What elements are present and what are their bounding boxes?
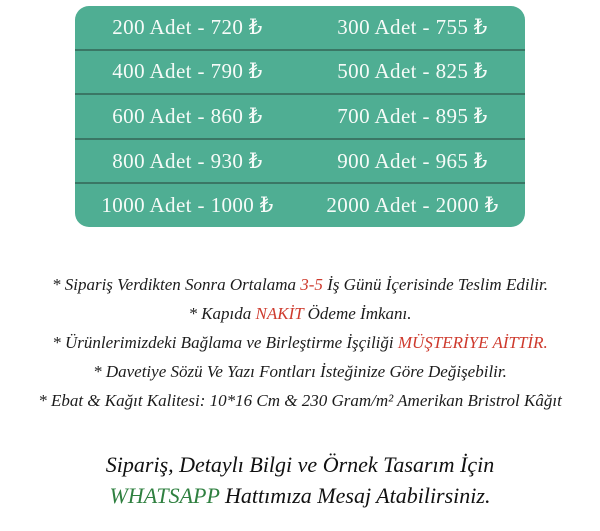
price-cell: 500 Adet - 825 ₺ [337,59,488,84]
note-text: * Ebat & Kağıt Kalitesi: 10*16 Cm & 230 Gram/m² Amerikan Bristrol Kâğıt [38,391,562,410]
table-row [75,49,525,94]
price-cell: 700 Adet - 895 ₺ [337,103,488,128]
note-text: İş Günü İçerisinde Teslim Edilir. [322,275,548,294]
note-text: * Davetiye Sözü Ve Yazı Fontları İsteğinize Göre Değişebilir. [93,362,507,381]
note-text: Ödeme İmkanı. [303,304,412,323]
price-table [75,6,525,227]
table-row [75,138,525,183]
note-highlight: MÜŞTERİYE AİTTİR. [397,333,548,352]
note-text: * Kapıda [188,304,256,323]
table-row [75,93,525,138]
note-text: * Ürünlerimizdeki Bağlama ve Birleştirme İşçiliği [52,333,398,352]
footer-line1: Sipariş, Detaylı Bilgi ve Örnek Tasarım İçin [105,452,495,477]
note-assembly-labor [0,328,600,357]
footer-line2-text: Hattımıza Mesaj Atabilirsiniz. [219,483,491,508]
table-row [75,182,525,227]
table-row [75,6,525,49]
note-fonts-changeable [0,357,600,386]
price-cell: 2000 Adet - 2000 ₺ [326,193,499,218]
note-delivery-time [0,270,600,299]
note-cash-payment [0,299,600,328]
note-highlight: 3-5 [300,275,323,294]
price-cell: 800 Adet - 930 ₺ [112,148,263,173]
price-cell: 300 Adet - 755 ₺ [337,14,488,39]
footer-contact [0,449,600,511]
note-text: * Sipariş Verdikten Sonra Ortalama [52,275,301,294]
note-paper-quality [0,386,600,415]
price-cell: 900 Adet - 965 ₺ [337,148,488,173]
price-cell: 600 Adet - 860 ₺ [112,103,263,128]
footer-line2 [0,480,600,511]
note-highlight: NAKİT [255,304,304,323]
price-cell: 1000 Adet - 1000 ₺ [101,193,274,218]
notes-section [0,270,600,415]
price-cell: 200 Adet - 720 ₺ [112,14,263,39]
price-cell: 400 Adet - 790 ₺ [112,59,263,84]
whatsapp-label: WHATSAPP [109,483,220,508]
